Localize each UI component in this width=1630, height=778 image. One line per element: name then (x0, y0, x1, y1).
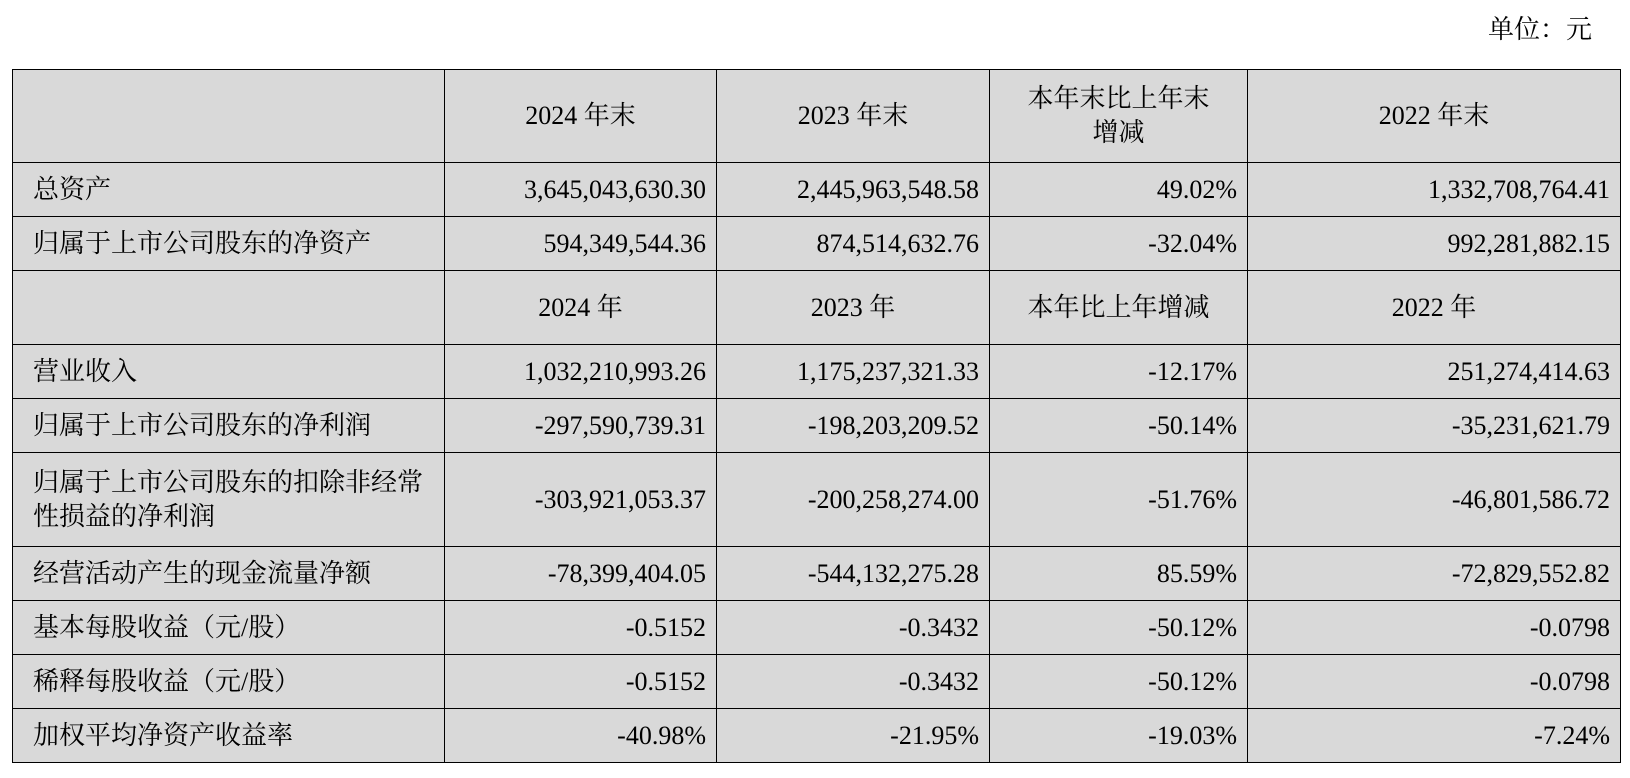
cell-2023: -0.3432 (717, 601, 990, 655)
table-row (13, 453, 1621, 547)
cell-2023: 874,514,632.76 (717, 217, 990, 271)
unit-label: 单位：元 (1487, 15, 1592, 44)
header-cell-2023: 2023 年 (717, 271, 990, 345)
table-row (13, 163, 1621, 217)
cell-2023: -21.95% (717, 709, 990, 763)
row-label: 营业收入 (13, 345, 445, 399)
financial-summary-table (12, 69, 1621, 763)
cell-change: 85.59% (990, 547, 1248, 601)
cell-2023: -544,132,275.28 (717, 547, 990, 601)
cell-change: -50.12% (990, 601, 1248, 655)
header-cell-2024: 2024 年 (445, 271, 717, 345)
row-label: 归属于上市公司股东的扣除非经常性损益的净利润 (13, 453, 445, 547)
cell-2022: -46,801,586.72 (1248, 453, 1621, 547)
cell-2024: -297,590,739.31 (445, 399, 717, 453)
header-row-period-end (13, 70, 1621, 163)
row-label: 基本每股收益（元/股） (13, 601, 445, 655)
table-row (13, 399, 1621, 453)
cell-change: -19.03% (990, 709, 1248, 763)
cell-2024: 594,349,544.36 (445, 217, 717, 271)
cell-change: 49.02% (990, 163, 1248, 217)
cell-2022: -0.0798 (1248, 601, 1621, 655)
cell-change: -50.12% (990, 655, 1248, 709)
header-cell-empty (13, 271, 445, 345)
cell-2022: 251,274,414.63 (1248, 345, 1621, 399)
cell-2022: 1,332,708,764.41 (1248, 163, 1621, 217)
cell-2024: -78,399,404.05 (445, 547, 717, 601)
row-label: 总资产 (13, 163, 445, 217)
cell-change: -12.17% (990, 345, 1248, 399)
cell-2024: -303,921,053.37 (445, 453, 717, 547)
cell-2024: -40.98% (445, 709, 717, 763)
header-cell-change-end: 本年末比上年末增减 (990, 70, 1248, 163)
row-label: 经营活动产生的现金流量净额 (13, 547, 445, 601)
header-cell-2022-end: 2022 年末 (1248, 70, 1621, 163)
table-row (13, 547, 1621, 601)
header-row-year (13, 271, 1621, 345)
cell-2024: 1,032,210,993.26 (445, 345, 717, 399)
cell-2023: -200,258,274.00 (717, 453, 990, 547)
cell-2022: -0.0798 (1248, 655, 1621, 709)
cell-2023: 2,445,963,548.58 (717, 163, 990, 217)
cell-change: -32.04% (990, 217, 1248, 271)
row-label: 稀释每股收益（元/股） (13, 655, 445, 709)
header-cell-2024-end: 2024 年末 (445, 70, 717, 163)
table-row (13, 345, 1621, 399)
cell-2023: -0.3432 (717, 655, 990, 709)
cell-2024: -0.5152 (445, 601, 717, 655)
cell-2024: -0.5152 (445, 655, 717, 709)
table-row (13, 217, 1621, 271)
header-cell-change: 本年比上年增减 (990, 271, 1248, 345)
table-row (13, 709, 1621, 763)
header-cell-empty (13, 70, 445, 163)
cell-2022: 992,281,882.15 (1248, 217, 1621, 271)
header-cell-2023-end: 2023 年末 (717, 70, 990, 163)
row-label: 加权平均净资产收益率 (13, 709, 445, 763)
cell-2023: 1,175,237,321.33 (717, 345, 990, 399)
cell-change: -50.14% (990, 399, 1248, 453)
cell-2022: -35,231,621.79 (1248, 399, 1621, 453)
table-row (13, 655, 1621, 709)
row-label: 归属于上市公司股东的净利润 (13, 399, 445, 453)
row-label: 归属于上市公司股东的净资产 (13, 217, 445, 271)
cell-change: -51.76% (990, 453, 1248, 547)
cell-2023: -198,203,209.52 (717, 399, 990, 453)
cell-2022: -7.24% (1248, 709, 1621, 763)
table-row (13, 601, 1621, 655)
cell-2022: -72,829,552.82 (1248, 547, 1621, 601)
cell-2024: 3,645,043,630.30 (445, 163, 717, 217)
header-cell-2022: 2022 年 (1248, 271, 1621, 345)
